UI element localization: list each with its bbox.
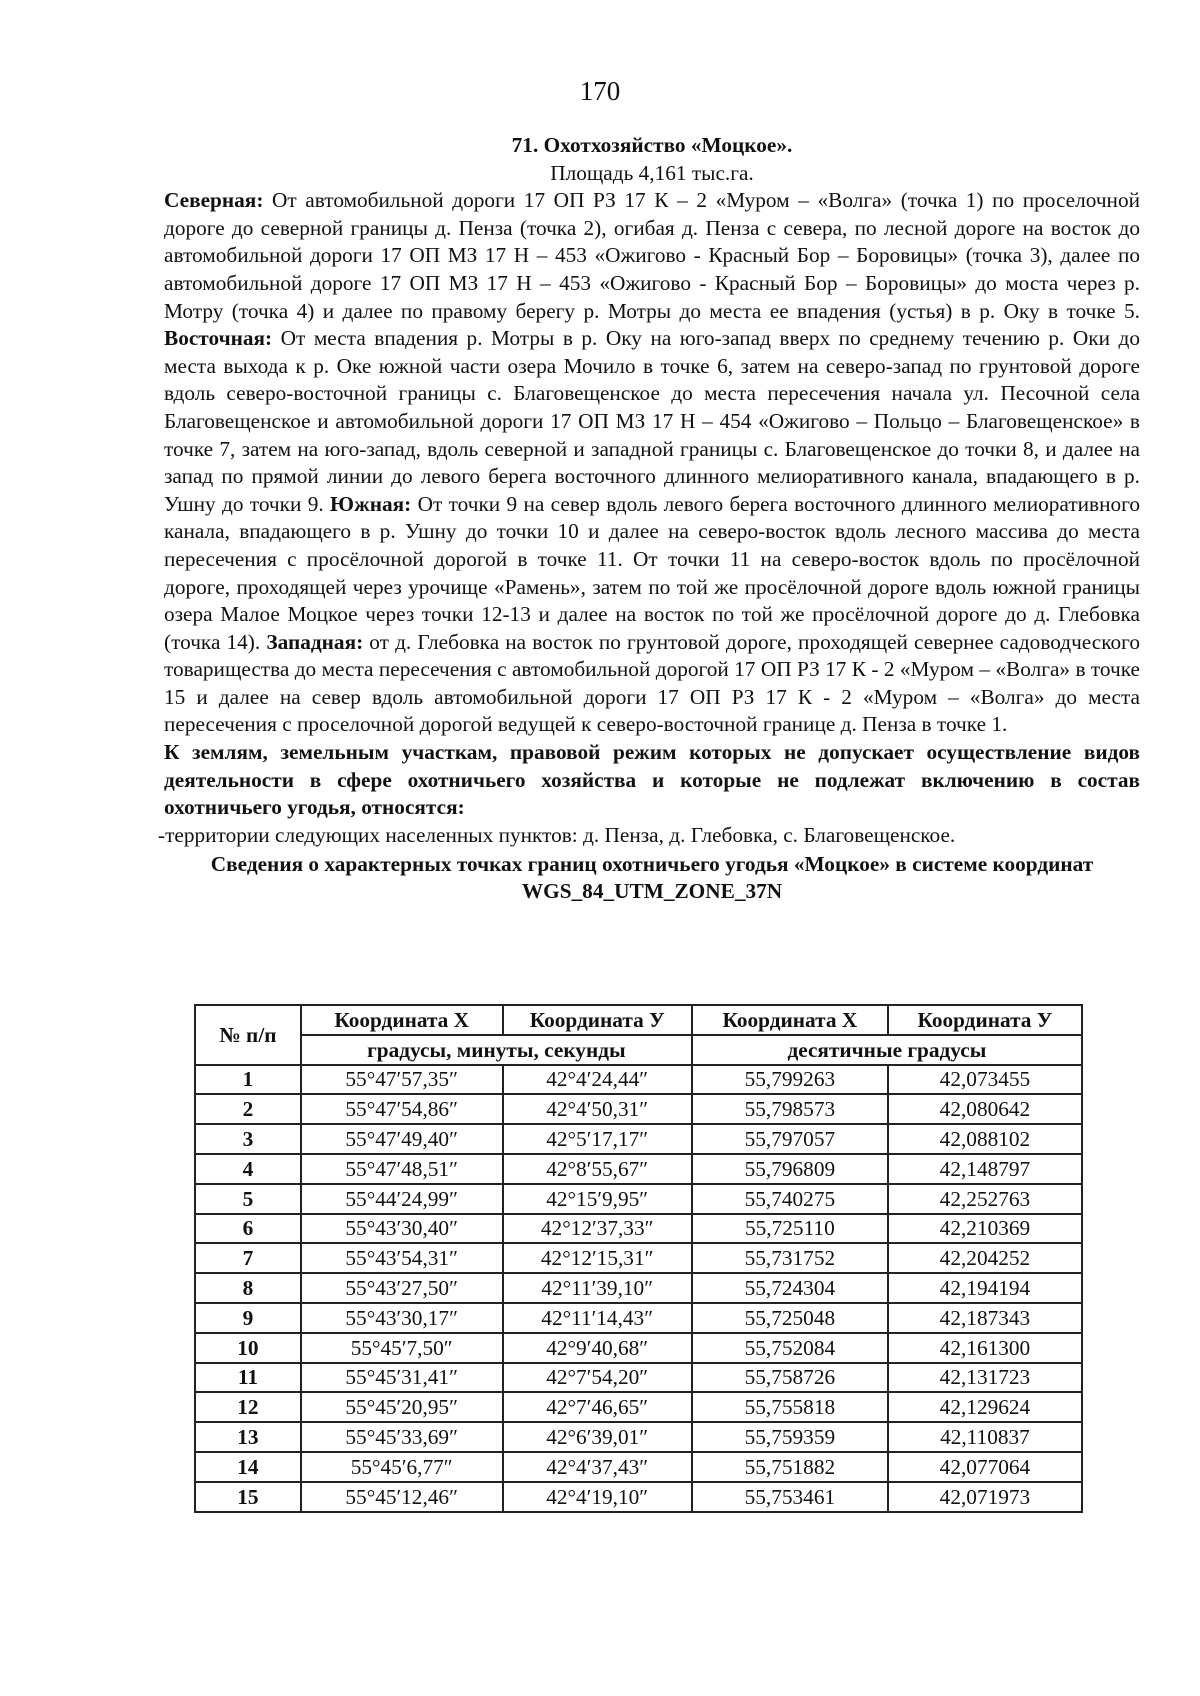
document-body — [158, 132, 1141, 905]
point-number-cell: 1 — [195, 1065, 301, 1095]
point-number-cell: 11 — [195, 1363, 301, 1393]
decimal-subheader: десятичные градусы — [692, 1035, 1082, 1065]
table-row — [195, 1154, 1082, 1184]
y-dms-cell: 42°7′46,65″ — [503, 1392, 692, 1422]
y-decimal-cell: 42,204252 — [888, 1243, 1082, 1273]
point-number-cell: 3 — [195, 1124, 301, 1154]
x-decimal-cell: 55,725048 — [692, 1303, 888, 1333]
x-decimal-cell: 55,753461 — [692, 1482, 888, 1512]
point-number-cell: 12 — [195, 1392, 301, 1422]
point-number-cell: 2 — [195, 1094, 301, 1124]
table-row — [195, 1363, 1082, 1393]
y-dms-cell: 42°15′9,95″ — [503, 1184, 692, 1214]
table-row — [195, 1392, 1082, 1422]
south-text: От точки 9 на север вдоль левого берега восточного длинного мелиоративного канала, впадающего в р. Ушну до точки 10 и далее на северо-восток вдоль лесного массива до места пересечения с просёлочной дорогой в точке 11. От точки 11 на северо-восток вдоль по просёлочной дороге, проходящей через урочище «Рамень», затем по той же просёлочной дороге вдоль южной границы озера Малое Моцкое через точки 12-13 и далее на восток по той же просёлочной дороге до д. Глебовка (точка 14). — [164, 491, 1140, 654]
y-dms-cell: 42°4′19,10″ — [503, 1482, 692, 1512]
north-text: От автомобильной дороги 17 ОП РЗ 17 К – 2 «Муром – «Волга» (точка 1) по проселочной дороге до северной границы д. Пенза (точка 2), огибая д. Пенза с севера, по лесной дороге на восток до автомобильной дороги 17 ОП МЗ 17 Н – 453 «Ожигово - Красный Бор – Боровицы» (точка 3), далее по автомобильной дороге 17 ОП МЗ 17 Н – 453 «Ожигово - Красный Бор – Боровицы» до моста через р. Мотру (точка 4) и далее по правому берегу р. Мотры до места ее впадения (устья) в р. Оку в точке 5. — [164, 188, 1140, 323]
x-decimal-cell: 55,755818 — [692, 1392, 888, 1422]
y-decimal-cell: 42,110837 — [888, 1422, 1082, 1452]
x-decimal-cell: 55,724304 — [692, 1273, 888, 1303]
y-dms-cell: 42°4′37,43″ — [503, 1452, 692, 1482]
x-dms-cell: 55°43′30,40″ — [301, 1214, 503, 1244]
x-decimal-cell: 55,752084 — [692, 1333, 888, 1363]
page-number: 170 — [579, 76, 621, 106]
table-row — [195, 1065, 1082, 1095]
x-dms-cell: 55°45′31,41″ — [301, 1363, 503, 1393]
y-decimal-cell: 42,187343 — [888, 1303, 1082, 1333]
x-dms-cell: 55°47′57,35″ — [301, 1065, 503, 1095]
point-number-cell: 15 — [195, 1482, 301, 1512]
x-decimal-cell: 55,796809 — [692, 1154, 888, 1184]
territories-line: -территории следующих населенных пунктов: д. Пенза, д. Глебовка, с. Благовещенское. — [158, 822, 956, 847]
y-decimal-cell: 42,252763 — [888, 1184, 1082, 1214]
y-dms-cell: 42°4′50,31″ — [503, 1094, 692, 1124]
table-row — [195, 1273, 1082, 1303]
y-dms-cell: 42°7′54,20″ — [503, 1363, 692, 1393]
boundary-description — [164, 187, 1140, 739]
west-text: от д. Глебовка на восток по грунтовой дороге, проходящей севернее садоводческого товарищества до места пересечения с автомобильной дорогой 17 ОП РЗ 17 К - 2 «Муром – «Волга» в точке 15 и далее на север вдоль автомобильной дороги 17 ОП РЗ 17 К - 2 «Муром – «Волга» до места пересечения с проселочной дорогой ведущей к северо-восточной границе д. Пенза в точке 1. — [164, 629, 1141, 737]
x-decimal-cell: 55,797057 — [692, 1124, 888, 1154]
x-dms-cell: 55°45′6,77″ — [301, 1452, 503, 1482]
table-header-row — [195, 1005, 1082, 1035]
column-x-dec-header: Координата X — [692, 1005, 888, 1035]
point-number-cell: 4 — [195, 1154, 301, 1184]
x-decimal-cell: 55,751882 — [692, 1452, 888, 1482]
y-decimal-cell: 42,131723 — [888, 1363, 1082, 1393]
y-dms-cell: 42°8′55,67″ — [503, 1154, 692, 1184]
point-number-cell: 10 — [195, 1333, 301, 1363]
x-decimal-cell: 55,799263 — [692, 1065, 888, 1095]
table-row — [195, 1184, 1082, 1214]
x-dms-cell: 55°47′49,40″ — [301, 1124, 503, 1154]
point-number-cell: 7 — [195, 1243, 301, 1273]
x-decimal-cell: 55,740275 — [692, 1184, 888, 1214]
point-number-cell: 9 — [195, 1303, 301, 1333]
x-dms-cell: 55°44′24,99″ — [301, 1184, 503, 1214]
column-y-dec-header: Координата У — [888, 1005, 1082, 1035]
y-decimal-cell: 42,073455 — [888, 1065, 1082, 1095]
x-dms-cell: 55°45′7,50″ — [301, 1333, 503, 1363]
point-number-cell: 6 — [195, 1214, 301, 1244]
north-label: Северная: — [164, 188, 264, 213]
column-number-header: № п/п — [195, 1005, 301, 1065]
south-label: Южная: — [330, 491, 412, 516]
y-dms-cell: 42°11′14,43″ — [503, 1303, 692, 1333]
y-dms-cell: 42°4′24,44″ — [503, 1065, 692, 1095]
table-row — [195, 1214, 1082, 1244]
y-decimal-cell: 42,161300 — [888, 1333, 1082, 1363]
table-row — [195, 1243, 1082, 1273]
point-number-cell: 13 — [195, 1422, 301, 1452]
y-decimal-cell: 42,077064 — [888, 1452, 1082, 1482]
table-row — [195, 1124, 1082, 1154]
point-number-cell: 5 — [195, 1184, 301, 1214]
x-decimal-cell: 55,725110 — [692, 1214, 888, 1244]
restriction-heading: К землям, земельным участкам, правовой режим которых не допускает осуществление видов деятельности в сфере охотничьего хозяйства и которые не подлежат включению в состав охотничьего угодья, относятся: — [164, 740, 1140, 820]
x-decimal-cell: 55,758726 — [692, 1363, 888, 1393]
y-decimal-cell: 42,194194 — [888, 1273, 1082, 1303]
west-label: Западная: — [266, 629, 364, 654]
y-dms-cell: 42°9′40,68″ — [503, 1333, 692, 1363]
table-body — [195, 1065, 1082, 1512]
x-dms-cell: 55°45′33,69″ — [301, 1422, 503, 1452]
y-decimal-cell: 42,148797 — [888, 1154, 1082, 1184]
table-row — [195, 1094, 1082, 1124]
east-label: Восточная: — [164, 326, 273, 351]
table-row — [195, 1333, 1082, 1363]
section-heading: 71. Охотхозяйство «Моцкое». — [511, 133, 793, 157]
x-dms-cell: 55°47′48,51″ — [301, 1154, 503, 1184]
point-number-cell: 14 — [195, 1452, 301, 1482]
coordinates-table — [194, 1004, 1083, 1513]
x-dms-cell: 55°45′20,95″ — [301, 1392, 503, 1422]
x-dms-cell: 55°43′30,17″ — [301, 1303, 503, 1333]
y-decimal-cell: 42,129624 — [888, 1392, 1082, 1422]
x-dms-cell: 55°47′54,86″ — [301, 1094, 503, 1124]
y-decimal-cell: 42,071973 — [888, 1482, 1082, 1512]
y-dms-cell: 42°6′39,01″ — [503, 1422, 692, 1452]
table-title: Сведения о характерных точках границ охотничьего угодья «Моцкое» в системе координат WGS_84_UTM_ZONE_37N — [210, 852, 1094, 904]
x-dms-cell: 55°45′12,46″ — [301, 1482, 503, 1512]
x-decimal-cell: 55,759359 — [692, 1422, 888, 1452]
column-y-dms-header: Координата У — [503, 1005, 692, 1035]
y-dms-cell: 42°12′15,31″ — [503, 1243, 692, 1273]
column-x-dms-header: Координата X — [301, 1005, 503, 1035]
x-dms-cell: 55°43′54,31″ — [301, 1243, 503, 1273]
area-line: Площадь 4,161 тыс.га. — [550, 160, 754, 185]
table-row — [195, 1422, 1082, 1452]
y-dms-cell: 42°11′39,10″ — [503, 1273, 692, 1303]
y-dms-cell: 42°12′37,33″ — [503, 1214, 692, 1244]
x-dms-cell: 55°43′27,50″ — [301, 1273, 503, 1303]
x-decimal-cell: 55,798573 — [692, 1094, 888, 1124]
y-decimal-cell: 42,080642 — [888, 1094, 1082, 1124]
y-dms-cell: 42°5′17,17″ — [503, 1124, 692, 1154]
x-decimal-cell: 55,731752 — [692, 1243, 888, 1273]
east-text: От места впадения р. Мотры в р. Оку на юго-запад вверх по среднему течению р. Оки до места выхода к р. Оке южной части озера Мочило в точке 6, затем на северо-запад по грунтовой дороге вдоль северо-восточной границы с. Благовещенское до места пересечения начала ул. Песочной села Благовещенское и автомобильной дороги 17 ОП МЗ 17 Н – 454 «Ожигово – Польцо – Благовещенское» в точке 7, затем на юго-запад, вдоль северной и западной границы с. Благовещенское до точки 8, и далее на запад по прямой линии до левого берега восточного длинного мелиоративного канала, впадающего в р. Ушну до точки 9. — [164, 326, 1140, 516]
table-subheader-row — [195, 1035, 1082, 1065]
point-number-cell: 8 — [195, 1273, 301, 1303]
table-row — [195, 1452, 1082, 1482]
y-decimal-cell: 42,088102 — [888, 1124, 1082, 1154]
table-row — [195, 1303, 1082, 1333]
table-row — [195, 1482, 1082, 1512]
y-decimal-cell: 42,210369 — [888, 1214, 1082, 1244]
dms-subheader: градусы, минуты, секунды — [301, 1035, 692, 1065]
